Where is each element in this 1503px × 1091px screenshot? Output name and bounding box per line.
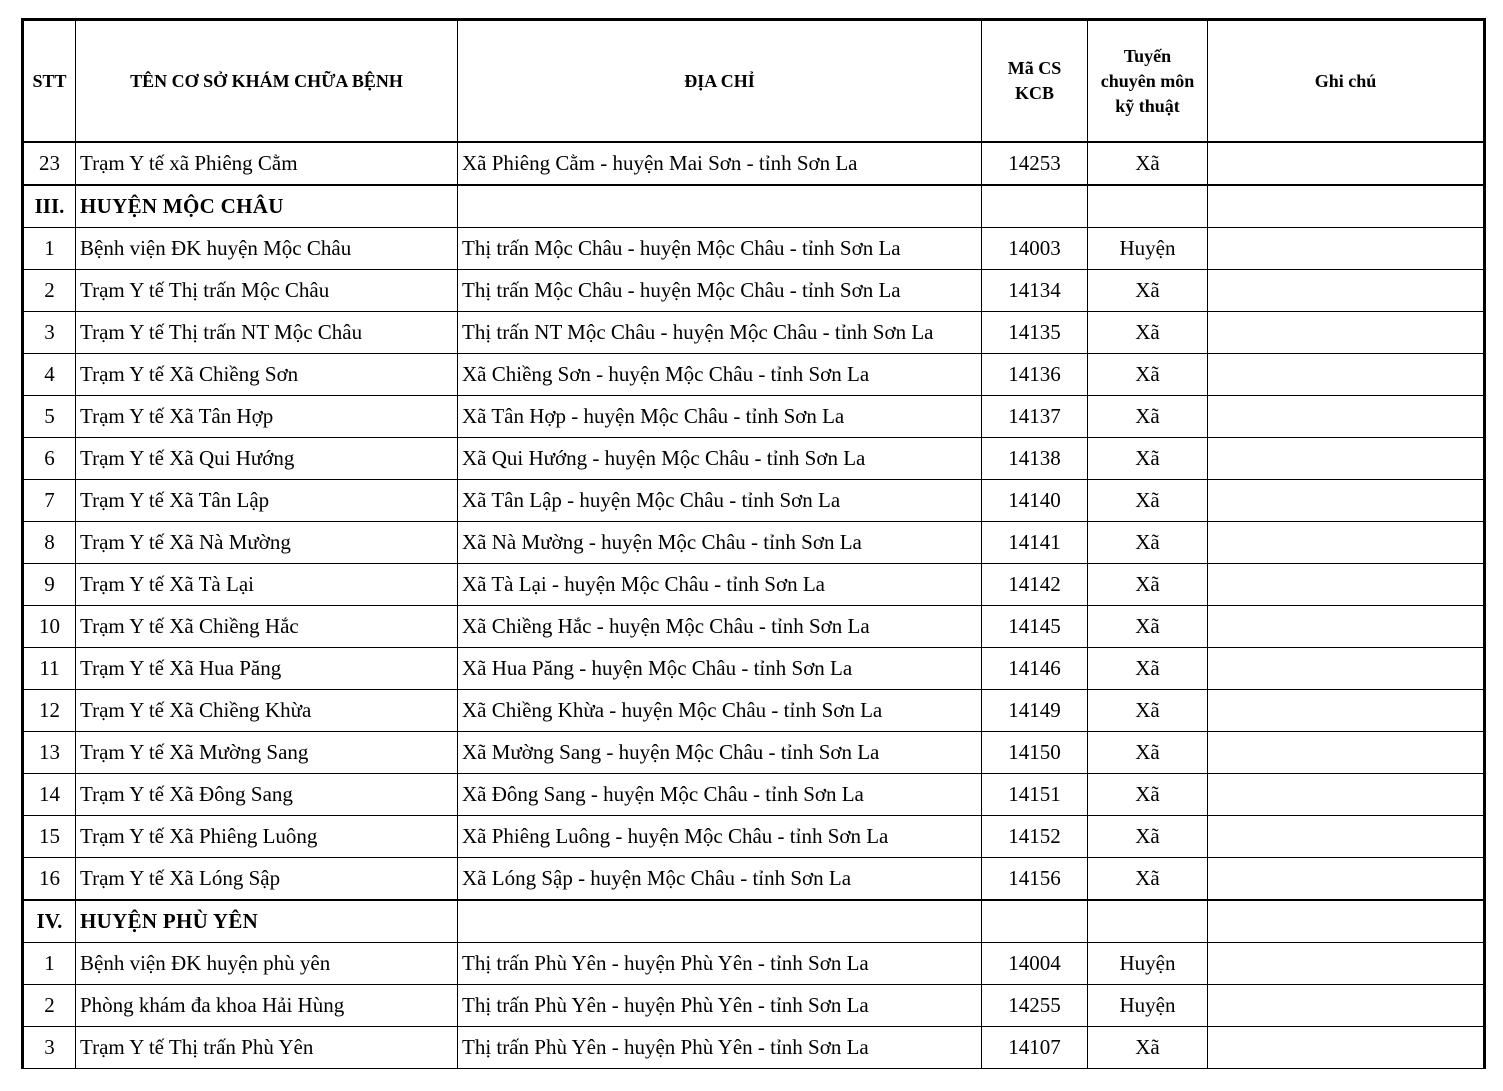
row-stt: 15 <box>23 816 76 858</box>
row-stt: 6 <box>23 438 76 480</box>
row-facility-name: Trạm Y tế Xã Tân Hợp <box>76 396 458 438</box>
row-level: Huyện <box>1088 943 1208 985</box>
section-level-cell <box>1088 185 1208 228</box>
row-facility-name: Trạm Y tế Xã Hua Păng <box>76 648 458 690</box>
section-code-cell <box>982 900 1088 943</box>
section-level-cell <box>1088 900 1208 943</box>
row-level: Xã <box>1088 142 1208 185</box>
row-stt: 1 <box>23 943 76 985</box>
row-facility-name: Trạm Y tế Xã Qui Hướng <box>76 438 458 480</box>
row-level: Xã <box>1088 270 1208 312</box>
table-row <box>23 270 1485 312</box>
row-facility-name: Trạm Y tế Xã Nà Mường <box>76 522 458 564</box>
row-level: Xã <box>1088 1027 1208 1069</box>
row-note <box>1208 943 1485 985</box>
row-note <box>1208 142 1485 185</box>
row-code: 14156 <box>982 858 1088 901</box>
row-stt: 2 <box>23 270 76 312</box>
table-row <box>23 564 1485 606</box>
row-stt: 3 <box>23 312 76 354</box>
section-note-cell <box>1208 900 1485 943</box>
row-note <box>1208 985 1485 1027</box>
header-note: Ghi chú <box>1208 20 1485 143</box>
row-address: Thị trấn Phù Yên - huyện Phù Yên - tỉnh Sơn La <box>458 943 982 985</box>
row-code: 14137 <box>982 396 1088 438</box>
header-code-line2: KCB <box>1014 83 1054 103</box>
row-facility-name: Trạm Y tế Xã Tà Lại <box>76 564 458 606</box>
table-row <box>23 606 1485 648</box>
row-address: Xã Tân Lập - huyện Mộc Châu - tỉnh Sơn La <box>458 480 982 522</box>
row-code: 14255 <box>982 985 1088 1027</box>
row-stt: 8 <box>23 522 76 564</box>
row-level: Huyện <box>1088 228 1208 270</box>
row-note <box>1208 228 1485 270</box>
table-row <box>23 943 1485 985</box>
table-row <box>23 732 1485 774</box>
row-code: 14253 <box>982 142 1088 185</box>
row-level: Xã <box>1088 690 1208 732</box>
section-number: III. <box>23 185 76 228</box>
header-name: TÊN CƠ SỞ KHÁM CHỮA BỆNH <box>76 20 458 143</box>
row-address: Xã Qui Hướng - huyện Mộc Châu - tỉnh Sơn La <box>458 438 982 480</box>
table-row <box>23 354 1485 396</box>
row-address: Thị trấn Mộc Châu - huyện Mộc Châu - tỉnh Sơn La <box>458 270 982 312</box>
row-code: 14003 <box>982 228 1088 270</box>
row-facility-name: Trạm Y tế Xã Chiềng Sơn <box>76 354 458 396</box>
row-facility-name: Trạm Y tế Thị trấn Phù Yên <box>76 1027 458 1069</box>
row-address: Thị trấn Phù Yên - huyện Phù Yên - tỉnh Sơn La <box>458 985 982 1027</box>
row-code: 14149 <box>982 690 1088 732</box>
row-address: Xã Hua Păng - huyện Mộc Châu - tỉnh Sơn La <box>458 648 982 690</box>
section-note-cell <box>1208 185 1485 228</box>
row-code: 14107 <box>982 1027 1088 1069</box>
row-address: Xã Phiêng Cằm - huyện Mai Sơn - tỉnh Sơn La <box>458 142 982 185</box>
header-level-line2: chuyên môn <box>1100 70 1195 91</box>
row-note <box>1208 1027 1485 1069</box>
row-code: 14140 <box>982 480 1088 522</box>
row-level: Xã <box>1088 396 1208 438</box>
row-address: Xã Nà Mường - huyện Mộc Châu - tỉnh Sơn La <box>458 522 982 564</box>
row-level: Xã <box>1088 816 1208 858</box>
row-code: 14138 <box>982 438 1088 480</box>
row-level: Xã <box>1088 774 1208 816</box>
row-code: 14145 <box>982 606 1088 648</box>
section-number: IV. <box>23 900 76 943</box>
header-level-line3: kỹ thuật <box>1115 95 1180 116</box>
table-row <box>23 985 1485 1027</box>
row-stt: 16 <box>23 858 76 901</box>
row-address: Xã Lóng Sập - huyện Mộc Châu - tỉnh Sơn La <box>458 858 982 901</box>
row-code: 14134 <box>982 270 1088 312</box>
row-note <box>1208 858 1485 901</box>
table-row <box>23 228 1485 270</box>
row-code: 14136 <box>982 354 1088 396</box>
section-code-cell <box>982 185 1088 228</box>
table-row <box>23 396 1485 438</box>
row-facility-name: Trạm Y tế Xã Mường Sang <box>76 732 458 774</box>
row-stt: 12 <box>23 690 76 732</box>
row-stt: 13 <box>23 732 76 774</box>
row-note <box>1208 606 1485 648</box>
facility-table <box>21 18 1486 1069</box>
row-note <box>1208 522 1485 564</box>
row-code: 14141 <box>982 522 1088 564</box>
row-note <box>1208 312 1485 354</box>
row-code: 14135 <box>982 312 1088 354</box>
row-stt: 23 <box>23 142 76 185</box>
row-level: Xã <box>1088 606 1208 648</box>
row-facility-name: Bệnh viện ĐK huyện phù yên <box>76 943 458 985</box>
row-level: Xã <box>1088 564 1208 606</box>
header-code <box>982 20 1088 143</box>
row-code: 14151 <box>982 774 1088 816</box>
table-row <box>23 1027 1485 1069</box>
table-row <box>23 312 1485 354</box>
row-level: Xã <box>1088 732 1208 774</box>
row-address: Xã Chiềng Khừa - huyện Mộc Châu - tỉnh Sơn La <box>458 690 982 732</box>
row-address: Thị trấn Mộc Châu - huyện Mộc Châu - tỉnh Sơn La <box>458 228 982 270</box>
row-address: Xã Chiềng Sơn - huyện Mộc Châu - tỉnh Sơn La <box>458 354 982 396</box>
row-facility-name: Phòng khám đa khoa Hải Hùng <box>76 985 458 1027</box>
row-note <box>1208 396 1485 438</box>
row-facility-name: Trạm Y tế Thị trấn Mộc Châu <box>76 270 458 312</box>
row-note <box>1208 774 1485 816</box>
table-row <box>23 648 1485 690</box>
row-stt: 4 <box>23 354 76 396</box>
row-level: Xã <box>1088 438 1208 480</box>
row-address: Xã Tân Hợp - huyện Mộc Châu - tỉnh Sơn La <box>458 396 982 438</box>
row-address: Xã Đông Sang - huyện Mộc Châu - tỉnh Sơn La <box>458 774 982 816</box>
row-facility-name: Trạm Y tế Xã Chiềng Khừa <box>76 690 458 732</box>
row-stt: 14 <box>23 774 76 816</box>
row-level: Xã <box>1088 648 1208 690</box>
row-note <box>1208 480 1485 522</box>
row-level: Xã <box>1088 522 1208 564</box>
row-facility-name: Trạm Y tế Xã Lóng Sập <box>76 858 458 901</box>
row-stt: 10 <box>23 606 76 648</box>
header-code-line1: Mã CS <box>1007 58 1062 78</box>
row-note <box>1208 438 1485 480</box>
section-title: HUYỆN MỘC CHÂU <box>76 185 458 228</box>
row-facility-name: Trạm Y tế Xã Tân Lập <box>76 480 458 522</box>
table-row <box>23 816 1485 858</box>
header-address: ĐỊA CHỈ <box>458 20 982 143</box>
row-level: Xã <box>1088 312 1208 354</box>
row-facility-name: Trạm Y tế Xã Phiêng Luông <box>76 816 458 858</box>
table-row <box>23 142 1485 185</box>
table-row <box>23 690 1485 732</box>
row-address: Thị trấn NT Mộc Châu - huyện Mộc Châu - tỉnh Sơn La <box>458 312 982 354</box>
table-row <box>23 522 1485 564</box>
table-row <box>23 480 1485 522</box>
row-note <box>1208 648 1485 690</box>
header-level <box>1088 20 1208 143</box>
row-facility-name: Bệnh viện ĐK huyện Mộc Châu <box>76 228 458 270</box>
row-note <box>1208 690 1485 732</box>
row-stt: 11 <box>23 648 76 690</box>
row-stt: 3 <box>23 1027 76 1069</box>
row-level: Xã <box>1088 480 1208 522</box>
row-stt: 2 <box>23 985 76 1027</box>
header-row <box>23 20 1485 143</box>
row-code: 14152 <box>982 816 1088 858</box>
row-facility-name: Trạm Y tế Xã Đông Sang <box>76 774 458 816</box>
header-level-line1: Tuyến <box>1123 45 1172 66</box>
row-level: Xã <box>1088 858 1208 901</box>
header-stt: STT <box>23 20 76 143</box>
section-address-cell <box>458 900 982 943</box>
row-address: Thị trấn Phù Yên - huyện Phù Yên - tỉnh Sơn La <box>458 1027 982 1069</box>
row-stt: 1 <box>23 228 76 270</box>
row-stt: 7 <box>23 480 76 522</box>
row-facility-name: Trạm Y tế xã Phiêng Cằm <box>76 142 458 185</box>
section-row <box>23 900 1485 943</box>
section-address-cell <box>458 185 982 228</box>
row-level: Huyện <box>1088 985 1208 1027</box>
row-note <box>1208 732 1485 774</box>
row-code: 14150 <box>982 732 1088 774</box>
section-title: HUYỆN PHÙ YÊN <box>76 900 458 943</box>
row-code: 14146 <box>982 648 1088 690</box>
row-stt: 5 <box>23 396 76 438</box>
row-address: Xã Phiêng Luông - huyện Mộc Châu - tỉnh Sơn La <box>458 816 982 858</box>
row-note <box>1208 270 1485 312</box>
table-row <box>23 438 1485 480</box>
row-address: Xã Mường Sang - huyện Mộc Châu - tỉnh Sơn La <box>458 732 982 774</box>
section-row <box>23 185 1485 228</box>
row-address: Xã Chiềng Hắc - huyện Mộc Châu - tỉnh Sơn La <box>458 606 982 648</box>
row-level: Xã <box>1088 354 1208 396</box>
row-code: 14142 <box>982 564 1088 606</box>
row-stt: 9 <box>23 564 76 606</box>
row-note <box>1208 354 1485 396</box>
row-address: Xã Tà Lại - huyện Mộc Châu - tỉnh Sơn La <box>458 564 982 606</box>
row-facility-name: Trạm Y tế Thị trấn NT Mộc Châu <box>76 312 458 354</box>
row-code: 14004 <box>982 943 1088 985</box>
table-row <box>23 774 1485 816</box>
row-note <box>1208 816 1485 858</box>
row-note <box>1208 564 1485 606</box>
row-facility-name: Trạm Y tế Xã Chiềng Hắc <box>76 606 458 648</box>
table-row <box>23 858 1485 901</box>
